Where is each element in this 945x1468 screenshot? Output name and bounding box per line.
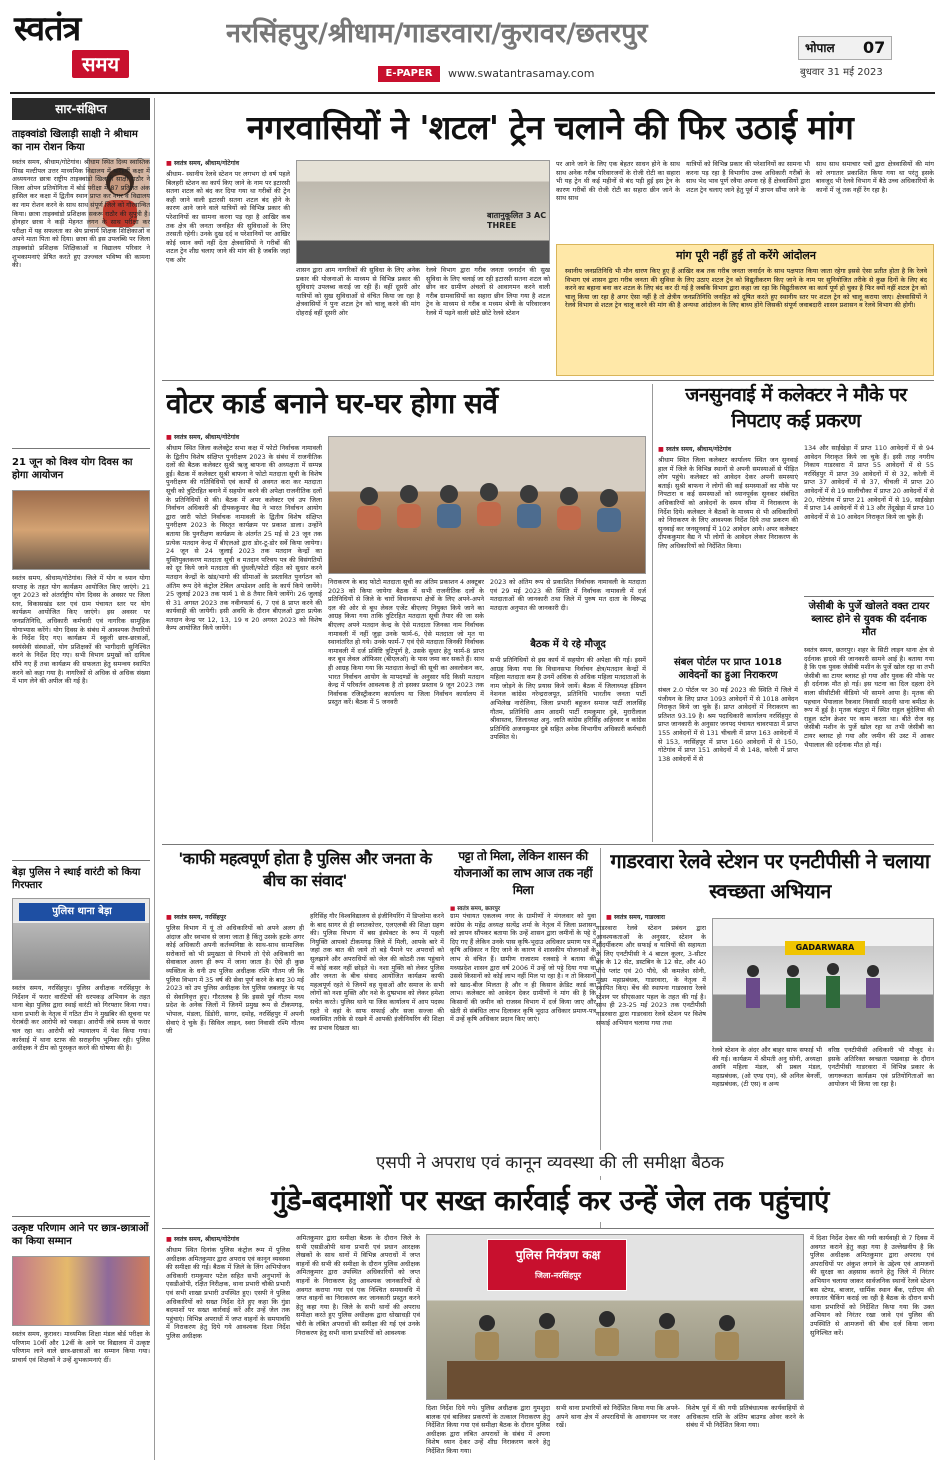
sidebar — [12, 98, 150, 1460]
sp-col-5: विशेष पूर्व में की गयी प्रतिबंधात्मक कार्यवाहियों से अधिकतम राशि के अंतिम बाउण्ड ओवर करने के संबंध में भी निर्देशित किया गया। — [686, 1404, 804, 1430]
sp-col-2: अमितकुमार द्वारा समीक्षा बैठक के दौरान जिले के सभी एसडीओपी थाना प्रभारी एवं प्रधान आरक्षक लेखकों के साथ थानों में विभिन्न अपराधों में जप्त वाहनों की सभी की समीक्षा के दौरान पुलिस अधीक्षक अमितकुमार द्वारा उपस्थित अधिकारियों को जप्त वाहनों के निराकरण हेतु आवश्यक जानकारियों से अवगत कराया गया एवं एक निश्चित समयावधि में जप्त वाहनों का निराकरण कर जानकारी प्रस्तुत करने हेतु कहा गया है। जिले के सभी थानों की अपराध समीक्षा करते हुए पुलिस अधीक्षक द्वारा धोखाधड़ी एवं चोरी के लंबित अपराधों की समीक्षा की गई एवं उनके निराकरण हेतु सभी थाना प्रभारियों को आवश्यक — [296, 1234, 420, 1337]
voter-col-1: श्रीधाम स्थित जिला कलेक्ट्रेट सभा कक्ष में फोटो निर्वाचक नामावली के द्वितीय विशेष संक्षिप्त पुनरीक्षण 2023 के संबंध में राजनीतिक दलों की बैठक कलेक्टर सुश्री ऋजु बाफना की अध्यक्षता में सम्पन्न हुई। बैठक में कलेक्टर सुश्री बाफना ने फोटो मतदाता सूची के विशेष पुनरीक्षण की गतिविधियों एवं कार्यों से अवगत करा कर मतदाता सूची को त्रुटिरहित बनाने में सहयोग करने की अपेक्षा राजनीतिक दलों के प्रतिनिधियों से की। बैठक में अपर कलेक्टर एवं उप जिला निर्वाचन अधिकारी श्री दीपककुमार वैद्य ने भारत निर्वाचन आयोग द्वारा जारी फोटो निर्वाचक नामावली के द्वितीय विशेष संक्षिप्त पुनरीक्षण 2023 के विस्तृत कार्यक्रम पर प्रकाश डाला। उन्होंने बताया कि पुनरीक्षण कार्यक्रम के अंतर्गत 25 मई से 23 जून तक प्रत्येक मतदान केन्द्र में बीएलओ द्वारा डोर-टू-डोर सर्वे किया जायेगा। 24 जून से 24 जुलाई 2023 तक मतदान केन्द्रों का युक्तियुक्तकरण मतदाता सूची व मतदान परिचय पत्र की विसंगतियों को दूर किये जाने मतदाता की धुंधली/फोटो रहित को सुधार करने मतदान केन्द्रों के खंड/भागो की सीमाओं के प्रस्तावित पुनर्गठन को अंतिम रूप देने कंट्रोल टेबिल अपडेशन आदि के कार्य किये जायेंगे। 25 जुलाई 2023 तक फार्म 1 से 8 तैयार किये जायेंगे। 26 जुलाई से 31 अगस्त 2023 तक नवीनफार्म 6, 7 एवं 8 प्राप्त करने की कार्यवाही की जायेगी। इसी अवधि के दौरान बीएलओ द्वारा प्रत्येक मतदान केन्द्र पर 12, 13, 19 व 20 अगस्त 2023 को विशेष कैम्प आयोजित किये जायेंगे। — [166, 444, 322, 633]
train-coach-label: बातानुकूलित 3 AC THREE — [487, 211, 547, 230]
train-photo — [296, 160, 550, 264]
voter-sub-body: सभी प्रतिनिधियों से इस कार्य में सहयोग की अपेक्षा की गई। इसमें आग्रह किया गया कि विधानसभा निर्वाचन क्षेत्र/मतदान केन्द्रों में महिला मतदाता कम है उनमें अधिक से अधिक महिला मतदाताओं के नाम जोड़ने के लिए प्रयास किये जायें। बैठक में जिलाध्यक्ष इंडियन नेशनल कांग्रेस नरेन्द्रराजपूत, प्रतिनिधि भारतीय जनता पार्टी अभिलेख नारोलिया, जिला प्रभारी बहुजन समाज पार्टी लालसिंह गौतम, प्रतिनिधि आम आदमी पार्टी रामकुमार दुबे, मुरारीलाल श्रीवास्तव, जिलाध्यक्ष अनु. जाति कांग्रेस हरिसिंह अहिरवार व कांग्रेस प्रतिनिधि अजयकुमार दुबे सहित अनेक विभागीय अधिकारी कर्मचारी उपस्थित थे। — [490, 656, 646, 742]
lead-headline: नगरवासियों ने 'शटल' ट्रेन चलाने की फिर उठाई मांग — [246, 108, 854, 147]
epaper-label: E-PAPER — [378, 66, 440, 82]
meeting-people-icon — [329, 436, 645, 574]
control-room-sign-subtext: जिला-नरसिंहपुर — [534, 1271, 582, 1280]
sidebar-headline-3: बेड़ा पुलिस ने स्थाई वारंटी को किया गिरफ्तार — [12, 867, 141, 891]
gadarwara-col-2: रेलवे स्टेशन के अंदर और बाहर साफ सफाई भी की गई। कार्यक्रम में श्रीमती अनु सोनी, अध्यक्षा अवनि महिला मंडल, श्री प्रबल मंडल, महाप्रबंधक, (ओ एण्ड एम), श्री अनिल बेनर्जी, महाप्रबंधक, (टी एस) व अन्य — [712, 1046, 822, 1089]
patta-byline: ■ स्वतंत्र समय, छतरपुर — [450, 904, 500, 912]
sidebar-title: सार-संक्षिप्त — [12, 98, 150, 120]
city-label: भोपाल — [805, 41, 835, 55]
lead-col-5: यात्रियों को विभिन्न प्रकार की परेशानियों का सामना भी करना पड़ रहा है विभागीय उच्च अधिकारी गरीबों के साथ भेद भाव पूर्ण रवैया अपना रहे हैं क्षेत्रवासियों द्वारा शटल ट्रेन चलाए जाने हेतु पूर्व में ज्ञापन सौंपा जाने के — [686, 160, 810, 194]
patta-body: ग्राम पंचायत एकलव्य नगर के ग्रामीणों ने मंगलवार को युवा कांग्रेस के महेंद्र अध्यक्ष सत्येंद्र शर्मा के नेतृत्व में जिला प्रशासन को ज्ञापन सौंपकर बताया कि उन्हें शासन द्वारा जमीनों के पट्टे दे दिए गए हैं लेकिन उनके पास कृषि-भूदाउ अधिकार प्रमाण पत्र में कृषि अधिकार न दिए जाने के कारण वे शासकीय योजनाओं के लाभ से वंचित हैं। ग्रामीण राजाराम रजवाड़े ने बताया की मध्यप्रदेश शासन द्वारा वर्ष 2006 में उन्हें जो पट्टे दिया गया था उससे किसानों को कोई लाभ नहीं मिल पा रहा है। न तो किसानों को खाद-बीज मिलता है और न ही किसान क्रेडिट कार्ड का लाभ। कलेक्टर को आवेदन देकर ग्रामीणों ने मांग की है कि किसानों की जमीन को राजस्व विभाग में दर्ज किया जाए और खेती से संबंधित लाभ दिलाकर कृषि भूदाउ अधिकार प्रमाण-पत्र में उन्हें कृषि अधिकार प्रदान किए जाएं। — [450, 912, 596, 1024]
issue-date: बुधवार 31 मई 2023 — [800, 67, 883, 78]
police-public-headline: 'काफी महत्वपूर्ण होता है पुलिस और जनता के बीच का संवाद' — [178, 849, 432, 890]
station-sign: GADARWARA — [785, 941, 865, 955]
police-control-room-photo — [426, 1234, 804, 1400]
demand-box-body: स्थानीय जनप्रतिनिधि भी मौन धारण किए हुए हैं आखिर कब तक गरीब जनता जनार्दन के साथ पक्षपात किया जाता रहेगा इससे ऐसा प्रतीत होता है कि रेलवे विभाग एवं शासन द्वारा गरीब जनता की सुविधा के लिए उठाए शटल ट्रेन को विद्युतीकरण किए जाने के नाम पर सुनियोजित तरीके से कुछ दिनों के लिए बंद करने का बहाना बना कर शटल के लिए बंद कर दी गई है जबकि विभाग द्वारा कहा जा रहा कि विद्युतीकरण का कार्य पूर्ण हो चुका है फिर क्यों नहीं शटल ट्रेन को चालू किया जा रहा है अगर ऐसा नहीं है तो क्षेत्रीय जनप्रतिनिधि जनहित को दूषित करते हुए स्थानीय स्तर पर शटल ट्रेन को चालू कराया जाए। क्षेत्रवासियों ने रेलवे विभाग से शटल ट्रेन चालू करने की मांग की है अन्यथा आंदोलन के लिए बाध्य होंगे जिसकी संपूर्ण जवाबदारी शासन प्रशासन व रेलवे विभाग की होगी। — [565, 267, 927, 310]
logo-top: स्वतंत्र — [14, 9, 81, 49]
jcb-headline: जेसीबी के पुर्जे खोलते वक्त टायर ब्लास्ट होने से युवक की दर्दनाक मौत — [808, 601, 930, 638]
sidebar-divider-3 — [12, 1216, 150, 1217]
sp-col-3: दिशा निर्देश दिये गये। पुलिस अधीक्षक द्वारा गुमशुदा बालक एवं बालिका प्रकरणों के तत्काल निराकरण हेतु निर्देशित किया गया एवं समीक्षा बैठक के दौरान पुलिस अधीक्षक द्वारा लंबित अपराधों के संबंध में अपना विशेष ध्यान देकर उन्हें शीघ्र निराकरण करने हेतु निर्देशित किया गया। — [426, 1404, 550, 1455]
sidebar-headline-1: ताइक्वांडो खिलाड़ी साक्षी ने श्रीधाम का नाम रोशन किया — [12, 129, 138, 153]
control-room-sign-text: पुलिस नियंत्रण कक्ष — [515, 1248, 601, 1262]
logo-bottom: समय — [72, 50, 129, 78]
sidebar-divider-1 — [12, 448, 150, 449]
lead-col-3: रेलवे विभाग द्वारा गरीब जनता जनार्दन की सुख सुविधा के लिए चलाई जा रही इटारसी सतना शटल को छीन कर ग्रामीण अंचलों से आवागमन करने वाली गरीब ग्रामवासियों का सहारा छीन लिया गया है शटल ट्रेन के माध्यम से गरीब व मध्यम श्रेणी के परिवारजन रेलवे में पढ़ने वाली छोटे छोटे रेलवे स्टेशन — [426, 266, 550, 317]
lead-divider — [162, 380, 934, 381]
sidebar-body-4: स्वतंत्र समय, कुरावर। माध्यमिक शिक्षा मंडल बोर्ड परीक्षा के परिणाम 10वीं और 12वीं के आने पर विद्यालय में उत्कृष्ट परिणाम लाने वाले छात्र-छात्राओं का सम्मान किया गया। प्राचार्य एवं शिक्षकों ने उन्हें शुभकामनाएं दीं। — [12, 1330, 150, 1364]
demand-box-title: मांग पूरी नहीं हुई तो करेंगे आंदोलन — [676, 249, 816, 262]
lead-byline: ■ स्वतंत्र समय, श्रीधाम/गोटेगांव — [166, 158, 239, 167]
gadarwara-byline: ■ स्वतंत्र समय, गाडरवारा — [606, 912, 665, 921]
voter-col-3: 2023 को अंतिम रूप से प्रकाशित निर्वाचक नामावली के मतदाता एवं 29 मई 2023 की स्थिति में निर्वाचक नामावली में दर्ज मतदाताओं की जानकारी तथा जिले में पुरुष मत दाता के विरूद्ध मतदाता अनुपात की जानकारी दी। — [490, 578, 646, 612]
lower-divider — [162, 1228, 934, 1229]
sp-col-6: में दिशा निर्देश देकर की गयी कार्यवाही से 7 दिवस में अवगत कराने हेतु कहा गया है उल्लेखनीय है कि पुलिस अधीक्षक अमितकुमार द्वारा अपराध एवं अपराधियों पर अंकुश लगाने के उद्देश्य एवं आमजनों की सुरक्षा का अहसास कराने हेतु जिले में निरंतर अभियान चलाया जाकर सार्वजनिक स्थानों रेलवे स्टेशन बस स्टेण्ड, बाजार, धार्मिक स्थान बैंक, एटीएम की लगातार चैकिंग कराई जा रही है बैठक के दौरान सभी थाना प्रभारियों को निर्देशित किया गया कि उक्त अभियान को निरंतर रखा जावे एवं पुलिस की उपस्थिति से आमजनों की बीच दर्ज किया जाना सुनिश्चित करें। — [810, 1234, 934, 1337]
jansunwai-col-2: 134 और साईंखेड़ा में प्राप्त 110 आवेदनों में से 94 आवेदन निराकृत किये जा चुके हैं। इसी तरह नगरीय निकाय गाडरवारा में प्राप्त 55 आवेदनों में से 55 नरसिंहपुर में प्राप्त 39 आवेदनों में से 32, करेली में प्राप्त 37 आवेदनों में से 37, चीचली में प्राप्त 20 आवेदनों में से 19 सालीचौका में प्राप्त 20 आवेदनों में से 20, गोटेगांव में प्राप्त 21 आवेदनों में से 19, साईंखेड़ा में प्राप्त 14 आवेदनों में से 13 और तेंदूखेड़ा में प्राप्त 10 आवेदनों में से 10 आवेदन निराकृत किये जा चुके हैं। — [804, 444, 934, 521]
police-public-byline: ■ स्वतंत्र समय, नरसिंहपुर — [166, 912, 226, 921]
voter-byline: ■ स्वतंत्र समय, श्रीधाम/गोटेगांव — [166, 432, 239, 441]
voter-meeting-photo — [328, 436, 646, 574]
sp-byline: ■ स्वतंत्र समय, श्रीधाम/गोटेगांव — [166, 1234, 239, 1243]
control-room-sign — [487, 1239, 627, 1291]
police-public-col-1: पुलिस विभाग में यूं तो अधिकारियों को अपने अलग ही अंदाज और स्वभाव से जाना जाता है किंतु उसके हटके अगर कोई अधिकारी अपनी कर्तव्यनिष्ठा के साथ-साथ सामाजिक सरोकारों को भी प्रमुखता से निभाये तो ऐसे अधिकारी का सेवाकाल अलग ही रूप में जाना जाता है। ऐसे ही कुछ व्यक्तित्व के धनी उप पुलिस अधीक्षक रश्मि गौतम जी कि पुलिस विभाग में 35 वर्ष की सेवा पूर्ण करने के बाद 30 मई 2023 को उप पुलिस अधीक्षक रेल पुलिस जबलपुर के पद से सेवानिवृत्त हुए। गौरतलब है कि इससे पूर्व गौतम मध्य प्रदेश के अनेक जिलों में जिनमें प्रमुख रूप से टीकमगढ़, भोपाल, मंडला, डिंडोरी, सागर, दमोह, नरसिंहपुर में अपनी सेवाएं दे चुके हैं। सिविल लाइन, स्वरा निवासी रश्मि गौतम जी — [166, 924, 304, 1036]
city-page-box — [798, 36, 892, 60]
jansunwai-col-1b: संबल 2.0 पोर्टल पर 30 मई 2023 की स्थिति में जिले में पंजीयन के लिए प्राप्त 1093 आवेदनों में से 1018 आवेदन निराकृत किये जा चुके हैं। प्राप्त आवेदनों में निराकरण का प्रतिशत 93.19 है। श्रम पदाधिकारी कार्यालय नरसिंहपुर से प्राप्त जानकारी के अनुसार जनपद पंचायत चावरपाठा में प्राप्त 155 आवेदनों में से 131 चीचली में प्राप्त 163 आवेदनों में से 153, नरसिंहपुर में प्राप्त 160 आवेदनों में से 150, गोटेगांव में प्राप्त 151 आवेदनों में से 148, करेली में प्राप्त 138 आवेदनों में से — [658, 686, 798, 763]
jcb-divider — [804, 596, 934, 597]
patta-headline: पट्टा तो मिला, लेकिन शासन की योजनाओं का लाभ आज तक नहीं मिला — [453, 849, 593, 897]
middle-divider — [162, 844, 934, 845]
masthead — [0, 0, 945, 92]
gadarwara-headline: गाडरवारा रेलवे स्टेशन पर एनटीपीसी ने चलाया स्वच्छता अभियान — [610, 849, 930, 903]
sidebar-separator — [154, 98, 155, 1460]
epaper-bar — [378, 66, 658, 82]
lead-col-6: साथ साथ समाचार पत्रों द्वारा क्षेत्रवासियों की मांग को लगातार प्रकाशित किया गया था परंतु इसके बावजूद भी रेलवे विभाग में बैठे उच्च अधिकारियों के कानों में जूं तक नहीं रेंग रहा है। — [816, 160, 934, 194]
students-honor-photo — [12, 1256, 150, 1326]
people-silhouettes-icon — [713, 961, 934, 1021]
gadarwara-col-3: वरिष्ठ एनटीपीसी अधिकारी भी मौजूद थे। इसके अतिरिक्त स्वच्छता पखवाड़ा के दौरान एनटीपीसी गाडरवारा में विभिन्न प्रकार के जागरूकता कार्यक्रम एवं प्रतियोगिताओं का आयोजन भी किया जा रहा है। — [828, 1046, 934, 1089]
gadarwara-col-1: गाडरवारा रेलवे स्टेशन प्रबंधन द्वारा आवश्यकताओं के अनुसार, स्टेशन के सौंदर्यीकरण और सफाई व यात्रियों की सहायता के लिए एनटीपीसी ने 4 बाटल कूलर, 3-सीटर बेंच के 12 सेट, डस्टबिन के 12 सेट, और 40 पौधे प्लांट एवं 20 पौधे, श्री कमलेश सोनी, मुख्य महाप्रबंधक, गाडरवारा, के नेतृत्व में स्थापित किए। बेंच की स्थापना गाडरवारा रेलवे स्टेशन पर सीएसआर पहल के तहत की गई है। साथ ही 23-25 मई 2023 तक एनटीपीसी गाडरवारा द्वारा गाडरवारा रेलवे स्टेशन पर विशेष सफाई अभियान चलाया गया तथा — [596, 924, 706, 1027]
edition-cities: नरसिंहपुर/श्रीधाम/गाडरवारा/कुरावर/छतरपुर — [226, 18, 648, 49]
lead-col-1: श्रीधाम- स्थानीय रेलवे स्टेशन पर लगभग दो वर्ष पहले बिलहरी स्टेशन का कार्य किए जाने के नाम पर इटारसी सतना शटल को बंद कर दिया गया था गरीबों की ट्रेन कही जाने वाली इटारसी सतना शटल बंद होने के कारण आने जाने वाले यात्रियों को विभिन्न प्रकार की परेशानियों का सामना करना पड़ रहा है आखिर कब तक क्षेत्र की जनता जनहित की सुविधाओं के लिए तरसती रहेगी। उनके दुख दर्द व परेशानियों पर आखिर कोई ध्यान क्यों नहीं देता क्षेत्रवासियों ने गरीबों की शटल ट्रेन शीघ्र चलाए जाने की मांग की है जबकि जहां एक ओर — [166, 170, 290, 264]
station-photo — [712, 918, 934, 1042]
voter-col-2: निराकरण के बाद फोटो मतदाता सूची का अंतिम प्रकाशन 4 अक्टूबर 2023 को किया जायेगा बैठक में सभी राजनीतिक दलों के प्रतिनिधियों से जिले के चारों विधानसभा क्षेत्रों के लिए अपने-अपने दल की ओर से बूथ लेवल एजेंट बीएलए नियुक्त किये जाने का आग्रह किया गया ताकि त्रुटिरहित मतदाता सूची तैयार की जा सके बीएलए अपने मतदान केन्द्र के ऐसे मतदाता जिनका नाम निर्वाचक नामावली में नहीं जुड़ा उनके फार्म-6, ऐसे मतदाता जो मृत या स्थानांतरित हो गये। उनके फार्म-7 एवं ऐसे मतदाता जिनकी निर्वाचक नामावली में दर्ज प्रविष्टि त्रुटिपूर्ण है, उसके सुधार हेतु फार्म-8 प्राप्त कर बूथ लेवल ऑफिसर (बीएलओ) के पास जमा कर सकते हैं। साथ ही आग्रह किया गया कि मतदाता केन्द्रों की सूची का अवलोकन कर, भारत निर्वाचन आयोग के मापदण्डों के अनुसार यदि किसी मतदान केन्द्र में परिवर्तन आवश्यक है तो इसका प्रस्ताव 9 जून 2023 तक निर्वाचक रजिस्ट्रीकरण कार्यालय या जिला निर्वाचन कार्यालय में प्रस्तुत करें। बैठक में 5 जनवरी — [328, 578, 484, 707]
officers-at-table-icon — [427, 1305, 804, 1400]
sidebar-body-1: स्वतंत्र समय, श्रीधाम/गोटेगांव। श्रीधाम स्थित दिव्य स्वास्तिक मिस्ड मल्टीपल उत्तर माध्यमिक विद्यालय में बारहवीं कक्षा में अध्ययनरत छात्रा राष्ट्रीय ताइक्वांडो खिलाड़ी साक्षी राठौर ने जिला ओपन प्रतियोगिता में बोर्ड परीक्षा में 87 प्रतिशत अंक हासिल कर कक्षा में द्वितीय स्थान प्राप्त कर नगर व विद्यालय का नाम रोशन करने के साथ साथ संपूर्ण जिले को गौरवान्वित किया। छात्रा ताइक्वांडो प्रशिक्षक सकरू राठौर की सुपुत्री है। होनहार छात्रा ने कड़ी मेहनत लगन के साथ परीक्षा कर परीक्षा में यह सफलता का श्रेय प्राचार्य शिक्षक शिक्षिकाओं व अपने माता पिता को दिया। छात्रा की इस उपलब्धि पर जिला ताइक्वांडो प्रशिक्षक शिक्षिकाओं व विद्यालय परिवार ने शुभकामनाएं प्रेषित करते हुए उज्ज्वल भविष्य की कामना की। — [12, 158, 150, 270]
yoga-photo — [12, 490, 150, 570]
police-station-sign: पुलिस थाना बेड़ा — [19, 903, 145, 921]
jansunwai-byline: ■ स्वतंत्र समय, श्रीधाम/गोटेगांव — [658, 444, 731, 453]
demand-box — [556, 244, 934, 376]
sp-kicker: एसपी ने अपराध एवं कानून व्यवस्था की ली समीक्षा बैठक — [170, 1150, 930, 1176]
jansunwai-headline: जनसुनवाई में कलेक्टर ने मौके पर निपटाए कई प्रकरण — [685, 384, 907, 432]
website-link[interactable]: www.swatantrasamay.com — [448, 67, 595, 80]
jcb-body: स्वतंत्र समय, छतरपुर। शहर के सिटी लाइन थाना क्षेत्र से दर्दनाक हादसे की जानकारी सामने आई है। बताया गया है कि एक युवक जेसीबी मशीन के पुर्जे खोल रहा था तभी जेसीबी का टायर ब्लास्ट हो गया और युवक की मौके पर ही दर्दनाक मौत हो गई। इस घटना का दिल दहला देने वाला सीसीटीवी वीडियो भी सामने आया है। मृतक की पहचान भैयालाल रैकवार निवासी सादनी थाना बमीठा के रूप में हुई है। मृतक चंद्रपुरा में स्थित राहुल बुंदेलिया की राहुल स्टोन क्रेशर पर काम करता था। बीते रोज वह जेसीबी मशीन के पुर्जे खोल रहा था तभी जेसीबी का टायर ब्लास्ट हो गया और जमीन की उस्ट में आकर भैयालाल की दर्दनाक मौत हो गई। — [804, 646, 934, 749]
voter-separator — [652, 384, 653, 842]
sp-headline: गुंडे-बदमाशों पर सख्त कार्रवाई कर उन्हें जेल तक पहुंचाएं — [166, 1180, 934, 1222]
page-number: 07 — [863, 38, 886, 57]
police-station-photo — [12, 898, 150, 980]
sambal-subheading: संबल पोर्टल पर प्राप्त 1018 आवेदनों का हुआ निराकरण — [674, 657, 782, 681]
masthead-divider — [10, 92, 935, 94]
sidebar-body-3: स्वतंत्र समय, नरसिंहपुर। पुलिस अधीक्षक नरसिंहपुर के निर्देशन में फरार वारंटियों की धरपकड़ अभियान के तहत थाना बेड़ा पुलिस द्वारा स्थाई वारंटी को गिरफ्तार किया गया। थाना प्रभारी के नेतृत्व में गठित टीम ने मुखबिर की सूचना पर घेराबंदी कर आरोपी को पकड़ा। आरोपी लंबे समय से फरार चल रहा था। आरोपी को न्यायालय में पेश किया गया। कार्रवाई में थाना स्टाफ की सराहनीय भूमिका रही। पुलिस अधीक्षक ने टीम को पुरस्कृत करने की घोषणा की है। — [12, 984, 150, 1053]
voter-subheading: बैठक में ये रहे मौजूद — [530, 639, 606, 650]
sidebar-body-2: स्वतंत्र समय, श्रीधाम/गोटेगांव। जिले में योग व ध्यान योगा सप्ताह के तहत योग कार्यक्रम आयोजित किए जाएंगे। 21 जून 2023 को अंतर्राष्ट्रीय योग दिवस के अवसर पर जिला स्तर, विकासखंड स्तर एवं ग्राम पंचायत स्तर पर योग कार्यक्रम आयोजित किए जाएंगे। इस अवसर पर जनप्रतिनिधि, अधिकारी कर्मचारी एवं नागरिक सामूहिक योगाभ्यास करेंगे। योग दिवस के संबंध में आवश्यक तैयारियों के निर्देश दिए गए। कार्यक्रम में स्कूली छात्र-छात्राओं, स्वयंसेवी संस्थाओं, योग प्रशिक्षकों की भागीदारी सुनिश्चित करने के निर्देश दिए गए। सभी विभाग प्रमुखों को दायित्व सौंपे गए हैं तथा कार्यक्रम की सफलता हेतु समन्वय स्थापित करने को कहा गया है। नागरिकों से अधिक से अधिक संख्या में भाग लेने की अपील की गई है। — [12, 574, 150, 686]
lead-col-4: पर आने जाने के लिए एक बेहतर साधन होने के साथ साथ अनेक गरीब परिवारजनों के रोजी रोटी का सहारा भी यह ट्रेन थी कई महीनों से बंद पड़ी हुई इस ट्रेन के कारण गरीबों की रोजी रोटी का सहारा छीन जाने के साथ साथ — [556, 160, 680, 203]
voter-headline: वोटर कार्ड बनाने घर-घर होगा सर्वे — [166, 387, 498, 420]
lead-col-2: शासन द्वारा आम नागरिकों की सुविधा के लिए अनेक प्रकार की योजनाओं के माध्यम से विभिन्न प्रकार की सुविधाएं उपलब्ध कराई जा रही हैं। वहीं दूसरी ओर यात्रियों को सुख सुविधाओं से वंचित किया जा रहा है क्षेत्रवासियों ने पुनः शटल ट्रेन को चालू करने की मांग दोहराई वहीं दूसरी ओर — [296, 266, 420, 317]
sidebar-headline-4: उत्कृष्ट परिणाम आने पर छात्र-छात्राओं का किया सम्मान — [12, 1223, 149, 1247]
sp-col-1: श्रीधाम स्थित दिनांक पुलिस कंट्रोल रूम में पुलिस अधीक्षक अमितकुमार द्वारा अपराध एवं कानून व्यवस्था की समीक्षा की गई। बैठक में जिले के लिंग अभियोजन अधिकारी रामकुमार पटेल सहित सभी अनुभागों के एसडीओपी, रक्षित निरीक्षक, थाना प्रभारी चौकी प्रभारी एवं सभी शाखा प्रभारी उपस्थित हुए। एसपी ने पुलिस अधिकारियों को सख्त निर्देश देते हुए कहा कि गुंडा बदमाशों पर सख्त कार्रवाई करें और उन्हें जेल तक पहुंचाएं। विभिन्न अपराधों में जप्त वाहनों के समयावधि में निराकरण हेतु दिये गये आवश्यक दिशा निर्देश पुलिस अधीक्षक — [166, 1246, 290, 1340]
sp-col-4: सभी थाना प्रभारियों को निर्देशित किया गया कि अपने-अपने थाना क्षेत्र में अपराधियों के आवागमन पर नजर रखें। — [556, 1404, 680, 1430]
logo — [14, 8, 174, 88]
sidebar-headline-2: 21 जून को विश्व योग दिवस का होगा आयोजन — [12, 457, 133, 481]
police-public-col-2: हरिसिंह गौर विश्वविद्यालय से इंजीनियरिंग में डिप्लोमा करने के बाद सागर से ही स्नातकोत्तर, एलएलबी की शिक्षा ग्रहण की। पुलिस विभाग में बस इंस्पेक्टर के रूप में पहली नियुक्ति आपको टीकमगढ़ जिले में मिली, आपके बारे में जहां तक बात की जाये तो बड़े पैमाने पर अपराधों को सुलझाने और अपराधियों को जेल की कोठरी तक पहुंचाने में कोई कसर नहीं छोड़ते थे। नशा मुक्ति को लेकर पुलिस और जनता के बीच संवाद आयोजित कार्यक्रम काफी महत्वपूर्ण रहते थे जिनमें वह युवाओं और समाज के सभी लोगों को नशा मुक्ति और नशे के दुष्प्रभाव को लेकर हमेशा सचेत करते। पुलिस थाने या जिस कार्यालय में आप पदस्थ रहते थे वहां के साफ सफाई और सजा सज्जा की व्यवस्थित तरीके से रखने में आपकी इंजीनियरिंग की शिक्षा का प्रभाव दिखता था। — [310, 912, 444, 1032]
sidebar-divider-2 — [12, 860, 150, 861]
jansunwai-col-1: श्रीधाम स्थित जिला कलेक्टर कार्यालय स्थित जन सुनवाई हाल में जिले के विभिन्न स्थानों से अपनी समस्याओं से पीड़ित लोग पहुंचे। कलेक्टर को आवेदन देकर अपनी समस्याएं बताई। सुश्री बाफना ने लोगों की कई समस्याओं का मौके पर निपटारा व कई समस्याओं को ध्यानपूर्वक सुनकर संबंधित अधिकारियों को आवेदनों के समय सीमा में निराकरण के निर्देश दिये। कलेक्टर ने बैठकों के माध्यम से भी अधिकारियों को निराकरण के लिए आवश्यक निर्देश दिये तथा प्रकरण की सुनवाई कर जनसुनवाई में 102 आवेदन आये। अपर कलेक्टर दीपककुमार वैद्य ने भी लोगों के आवेदन लेकर निराकरण के लिए अधिकारियों को निर्देशित किया। — [658, 456, 798, 550]
